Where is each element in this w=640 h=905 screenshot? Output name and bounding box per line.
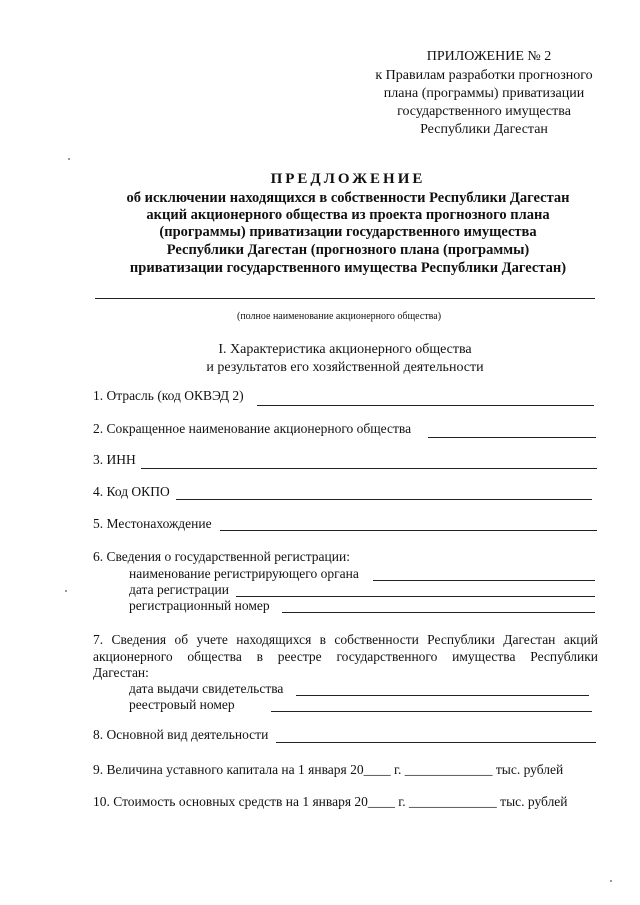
item-registration-label: 6. Сведения о государственной регистрации: <box>93 549 350 564</box>
item-registry-number-field[interactable] <box>271 711 592 712</box>
heading-line: Республики Дагестан (прогнозного плана (программы) <box>166 242 530 258</box>
heading-line: об исключении находящихся в собственности Республики Дагестан <box>126 190 570 206</box>
item-inn-label: 3. ИНН <box>93 452 136 467</box>
fullname-field-line[interactable] <box>95 298 595 299</box>
appendix-line: государственного имущества <box>397 104 571 119</box>
item-inn-field[interactable] <box>141 468 597 469</box>
appendix-line: к Правилам разработки прогнозного <box>375 68 593 83</box>
item-certificate-date-field[interactable] <box>296 695 589 696</box>
item-registry-line: акционерного общества в реестре государственного имущества Республики <box>93 649 598 664</box>
fullname-caption: (полное наименование акционерного общества) <box>237 311 442 322</box>
item-industry-field[interactable] <box>257 405 594 406</box>
item-industry-label: 1. Отрасль (код ОКВЭД 2) <box>93 388 244 403</box>
item-registry-line: Дагестан: <box>93 665 149 680</box>
appendix-line: Республики Дагестан <box>420 122 548 137</box>
document-title: ПРЕДЛОЖЕНИЕ <box>270 171 426 187</box>
item-short-name-label: 2. Сокращенное наименование акционерного общества <box>93 421 412 436</box>
item-fixed-assets-line: 10. Стоимость основных средств на 1 января 20____ г. _____________ тыс. рублей <box>93 794 568 809</box>
scan-speck <box>65 590 67 592</box>
item-registry-line: 7. Сведения об учете находящихся в собственности Республики Дагестан акций <box>93 632 598 647</box>
scan-speck <box>68 158 70 160</box>
heading-line: приватизации государственного имущества Республики Дагестан) <box>129 260 567 276</box>
appendix-line: плана (программы) приватизации <box>383 86 585 101</box>
item-registration-authority-label: наименование регистрирующего органа <box>129 566 359 581</box>
appendix-title: ПРИЛОЖЕНИЕ № 2 <box>426 49 552 64</box>
item-okpo-label: 4. Код ОКПО <box>93 484 170 499</box>
item-capital-line: 9. Величина уставного капитала на 1 января 20____ г. _____________ тыс. рублей <box>93 762 564 777</box>
item-main-activity-field[interactable] <box>276 742 596 743</box>
item-registration-number-field[interactable] <box>282 612 595 613</box>
section-title-line: и результатов его хозяйственной деятельности <box>206 360 484 375</box>
item-short-name-field[interactable] <box>428 437 596 438</box>
item-location-field[interactable] <box>220 530 597 531</box>
item-registration-date-field[interactable] <box>236 596 595 597</box>
item-main-activity-label: 8. Основной вид деятельности <box>93 727 269 742</box>
item-registration-number-label: регистрационный номер <box>129 598 270 613</box>
item-registry-number-label: реестровый номер <box>129 697 235 712</box>
item-registration-date-label: дата регистрации <box>129 582 229 597</box>
scan-speck <box>610 880 612 882</box>
heading-line: акций акционерного общества из проекта прогнозного плана <box>146 207 550 223</box>
item-location-label: 5. Местонахождение <box>93 516 212 531</box>
item-registration-authority-field[interactable] <box>373 580 595 581</box>
item-okpo-field[interactable] <box>176 499 592 500</box>
heading-line: (программы) приватизации государственного имущества <box>159 224 537 240</box>
section-title-line: I. Характеристика акционерного общества <box>218 342 472 357</box>
item-certificate-date-label: дата выдачи свидетельства <box>129 681 284 696</box>
